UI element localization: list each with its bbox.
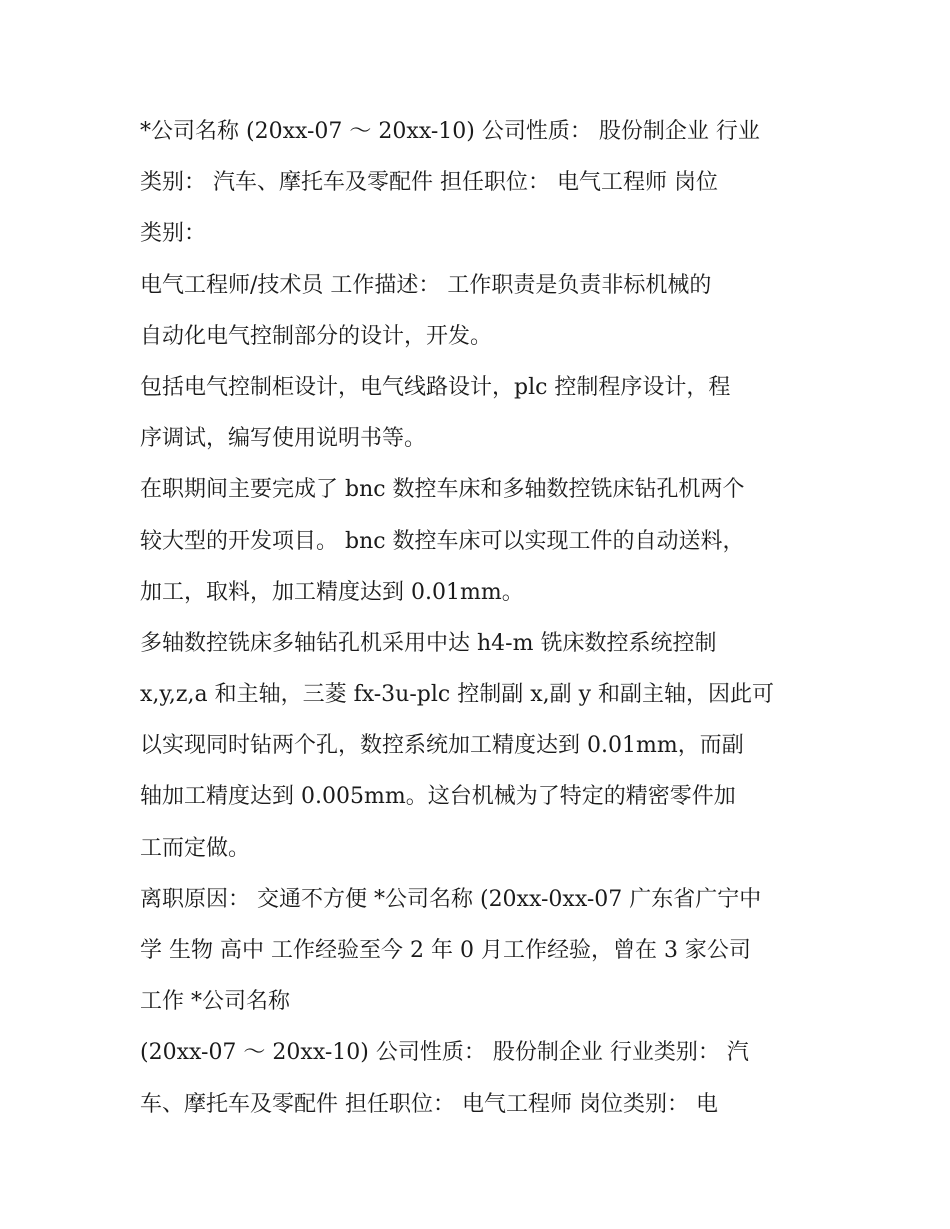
text-line: 序调试，编写使用说明书等。 [140,426,427,452]
text-line: 在职期间主要完成了 bnc 数控车床和多轴数控铣床钻孔机两个 [140,477,745,503]
text-line: 加工，取料，加工精度达到 0.01mm。 [140,579,524,605]
text-line: 包括电气控制柜设计，电气线路设计，plc 控制程序设计，程 [140,374,731,400]
text-line: 轴加工精度达到 0.005mm。这台机械为了特定的精密零件加 [140,784,736,810]
text-line: 类别： 汽车、摩托车及零配件 担任职位： 电气工程师 岗位 [140,170,718,196]
text-line: 以实现同时钻两个孔，数控系统加工精度达到 0.01mm，而副 [140,733,744,759]
text-line: 自动化电气控制部分的设计，开发。 [140,323,493,349]
text-line: 工而定做。 [140,835,251,861]
text-line: 工作 *公司名称 [140,989,290,1015]
text-line: 多轴数控铣床多轴钻孔机采用中达 h4-m 铣床数控系统控制 [140,630,717,656]
text-line: 类别： [140,221,207,247]
text-line: 电气工程师/技术员 工作描述： 工作职责是负责非标机械的 [140,272,712,298]
text-line: *公司名称 (20xx-07 ～ 20xx-10) 公司性质： 股份制企业 行业 [140,119,760,144]
text-line: 学 生物 高中 工作经验至今 2 年 0 月工作经验，曾在 3 家公司 [140,938,751,963]
text-line: 较大型的开发项目。 bnc 数控车床可以实现工件的自动送料， [140,528,745,554]
document-body [140,106,830,1130]
text-line: x,y,z,a 和主轴，三菱 fx-3u-plc 控制副 x,副 y 和副主轴，因此可 [140,682,775,708]
text-line: 离职原因： 交通不方便 *公司名称 (20xx-0xx-07 广东省广宁中 [140,886,762,912]
text-line: (20xx-07 ～ 20xx-10) 公司性质： 股份制企业 行业类别： 汽 [140,1040,749,1066]
text-line: 车、摩托车及零配件 担任职位： 电气工程师 岗位类别： 电 [140,1091,718,1117]
